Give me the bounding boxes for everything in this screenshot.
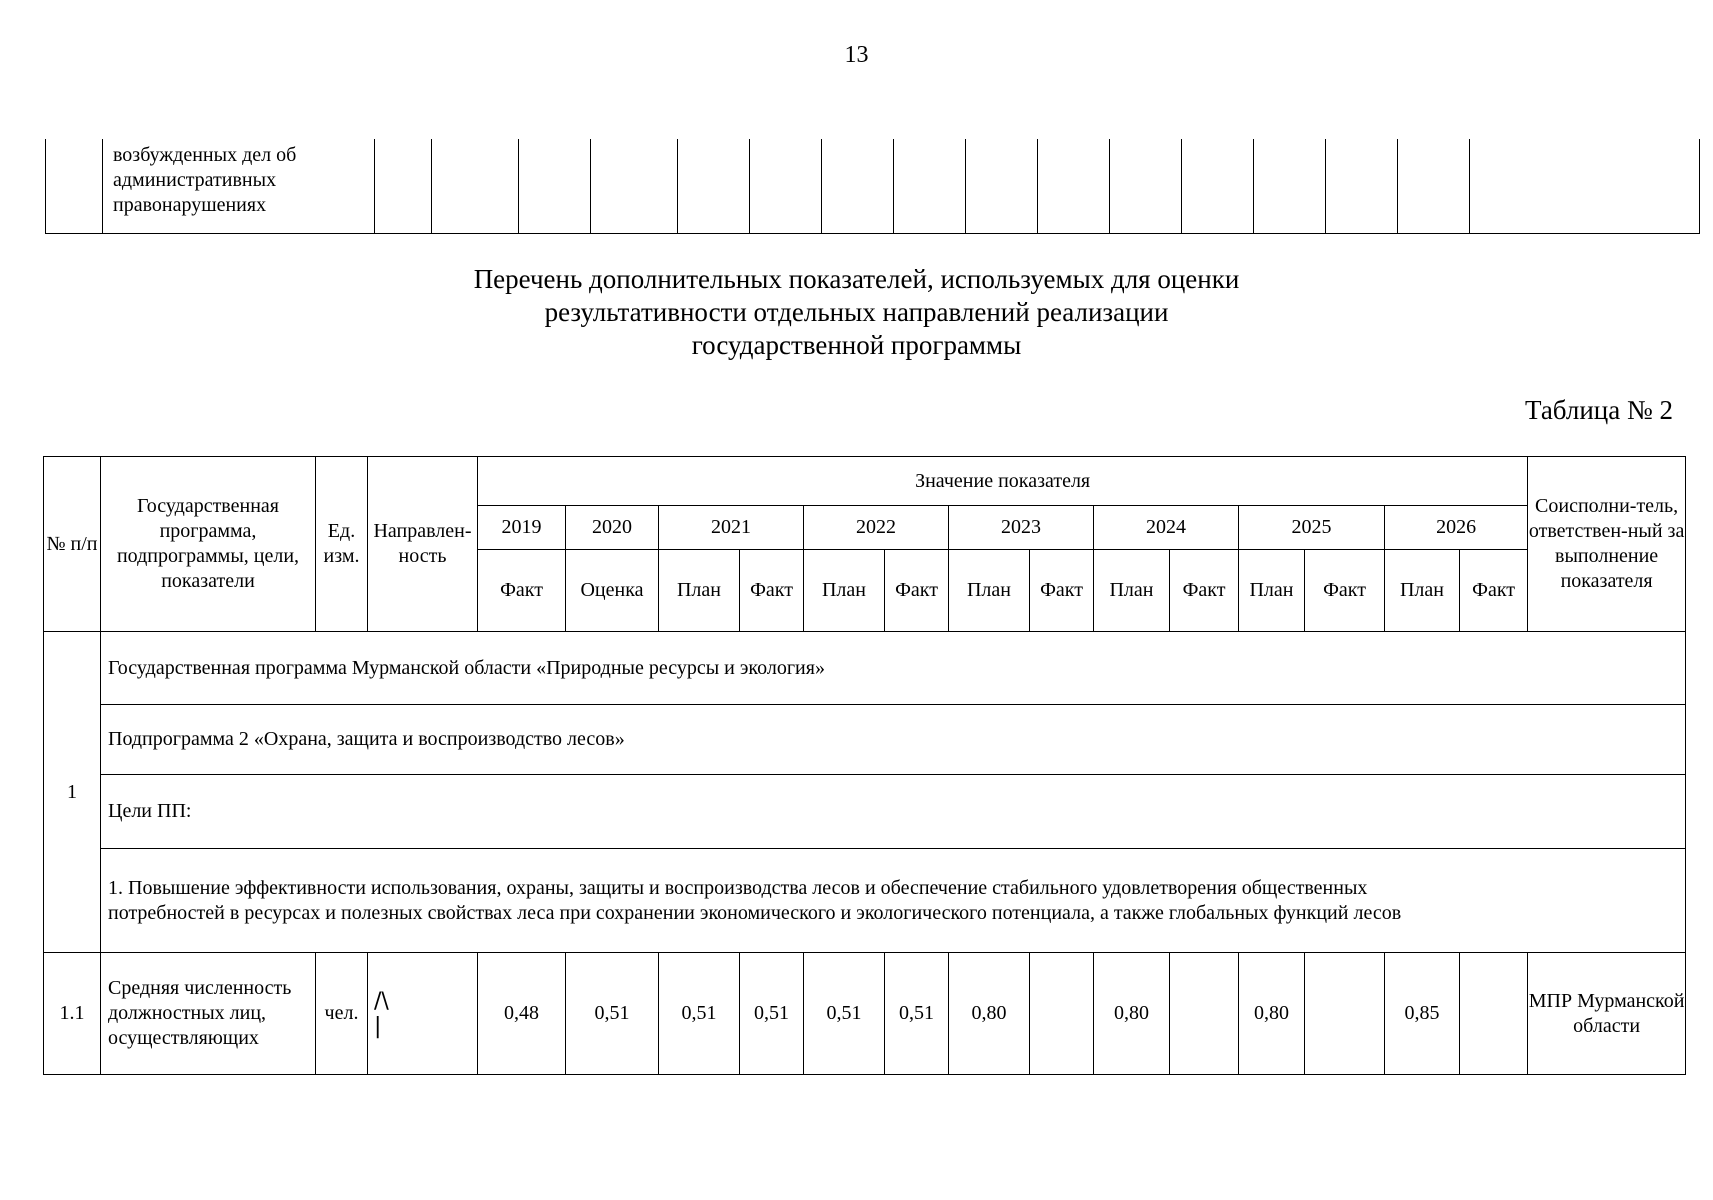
goals-label: Цели ПП: <box>101 775 1686 849</box>
indicator-coexecutor: МПР Мурманской области <box>1528 953 1686 1075</box>
header-year: 2020 <box>566 506 659 550</box>
header-program: Государственная программа, подпрограммы, цели, показатели <box>101 457 316 632</box>
header-coexecutor: Соисполни-тель, ответствен-ный за выполнение показателя <box>1528 457 1686 632</box>
header-sub: План <box>949 550 1030 632</box>
page-number: 13 <box>844 42 869 68</box>
header-sub: План <box>659 550 740 632</box>
value-cell: 0,51 <box>885 953 949 1075</box>
header-direction: Направлен-ность <box>368 457 478 632</box>
indicator-row <box>44 953 1686 1075</box>
continuation-num-cell <box>46 139 103 234</box>
header-sub: Факт <box>1305 550 1385 632</box>
continuation-text <box>103 139 375 234</box>
header-sub: План <box>1239 550 1305 632</box>
header-sub: Факт <box>1030 550 1094 632</box>
header-sub: Оценка <box>566 550 659 632</box>
header-sub: Факт <box>885 550 949 632</box>
header-num: № п/п <box>44 457 101 632</box>
value-cell: 0,51 <box>566 953 659 1075</box>
indicator-num: 1.1 <box>44 953 101 1075</box>
value-cell <box>1305 953 1385 1075</box>
header-sub: Факт <box>478 550 566 632</box>
header-value: Значение показателя <box>478 457 1528 506</box>
value-cell: 0,51 <box>740 953 804 1075</box>
value-cell: 0,80 <box>949 953 1030 1075</box>
continuation-line: возбужденных дел об <box>113 144 297 166</box>
header-row <box>44 457 1686 506</box>
title-line: результативности отдельных направлений реализации <box>544 297 1169 327</box>
goal-row <box>44 849 1686 953</box>
continuation-line: административных <box>113 169 277 191</box>
subprogram-row <box>44 705 1686 775</box>
value-cell: 0,85 <box>1385 953 1460 1075</box>
goal-text: 1. Повышение эффективности использования, охраны, защиты и воспроизводства лесов и обеспечение стабильного удовлетворения общественных потребностей в ресурсах и полезных свойствах леса при сохранении экономического и экологического потенциала, а также глобальных функций лесов <box>101 849 1686 953</box>
value-cell: 0,51 <box>659 953 740 1075</box>
value-cell: 0,80 <box>1094 953 1170 1075</box>
value-cell: 0,80 <box>1239 953 1305 1075</box>
document-title <box>0 263 1713 362</box>
continuation-row <box>46 139 1700 234</box>
header-sub: Факт <box>1460 550 1528 632</box>
subprogram-title: Подпрограмма 2 «Охрана, защита и воспроизводство лесов» <box>101 705 1686 775</box>
value-cell: 0,48 <box>478 953 566 1075</box>
header-year: 2023 <box>949 506 1094 550</box>
direction-arrow-icon: /\ | <box>368 953 478 1075</box>
section-row <box>44 632 1686 705</box>
header-year: 2019 <box>478 506 566 550</box>
value-cell: 0,51 <box>804 953 885 1075</box>
title-line: Перечень дополнительных показателей, используемых для оценки <box>473 264 1240 294</box>
header-year: 2026 <box>1385 506 1528 550</box>
header-sub: Факт <box>740 550 804 632</box>
header-sub: Факт <box>1170 550 1239 632</box>
header-unit: Ед. изм. <box>316 457 368 632</box>
header-year: 2022 <box>804 506 949 550</box>
value-cell <box>1460 953 1528 1075</box>
value-cell <box>1030 953 1094 1075</box>
header-sub: План <box>1385 550 1460 632</box>
indicator-name: Средняя численность должностных лиц, осуществляющих <box>101 953 316 1075</box>
section-num: 1 <box>44 632 101 953</box>
continuation-table <box>45 139 1700 234</box>
goals-label-row <box>44 775 1686 849</box>
table-label: Таблица № 2 <box>1525 395 1673 425</box>
header-year: 2021 <box>659 506 804 550</box>
continuation-line: правонарушениях <box>113 194 267 216</box>
value-cell <box>1170 953 1239 1075</box>
header-year: 2024 <box>1094 506 1239 550</box>
indicators-table <box>43 456 1686 1075</box>
header-year: 2025 <box>1239 506 1385 550</box>
indicator-unit: чел. <box>316 953 368 1075</box>
header-sub: План <box>804 550 885 632</box>
program-title: Государственная программа Мурманской области «Природные ресурсы и экология» <box>101 632 1686 705</box>
header-sub: План <box>1094 550 1170 632</box>
title-line: государственной программы <box>691 330 1022 360</box>
